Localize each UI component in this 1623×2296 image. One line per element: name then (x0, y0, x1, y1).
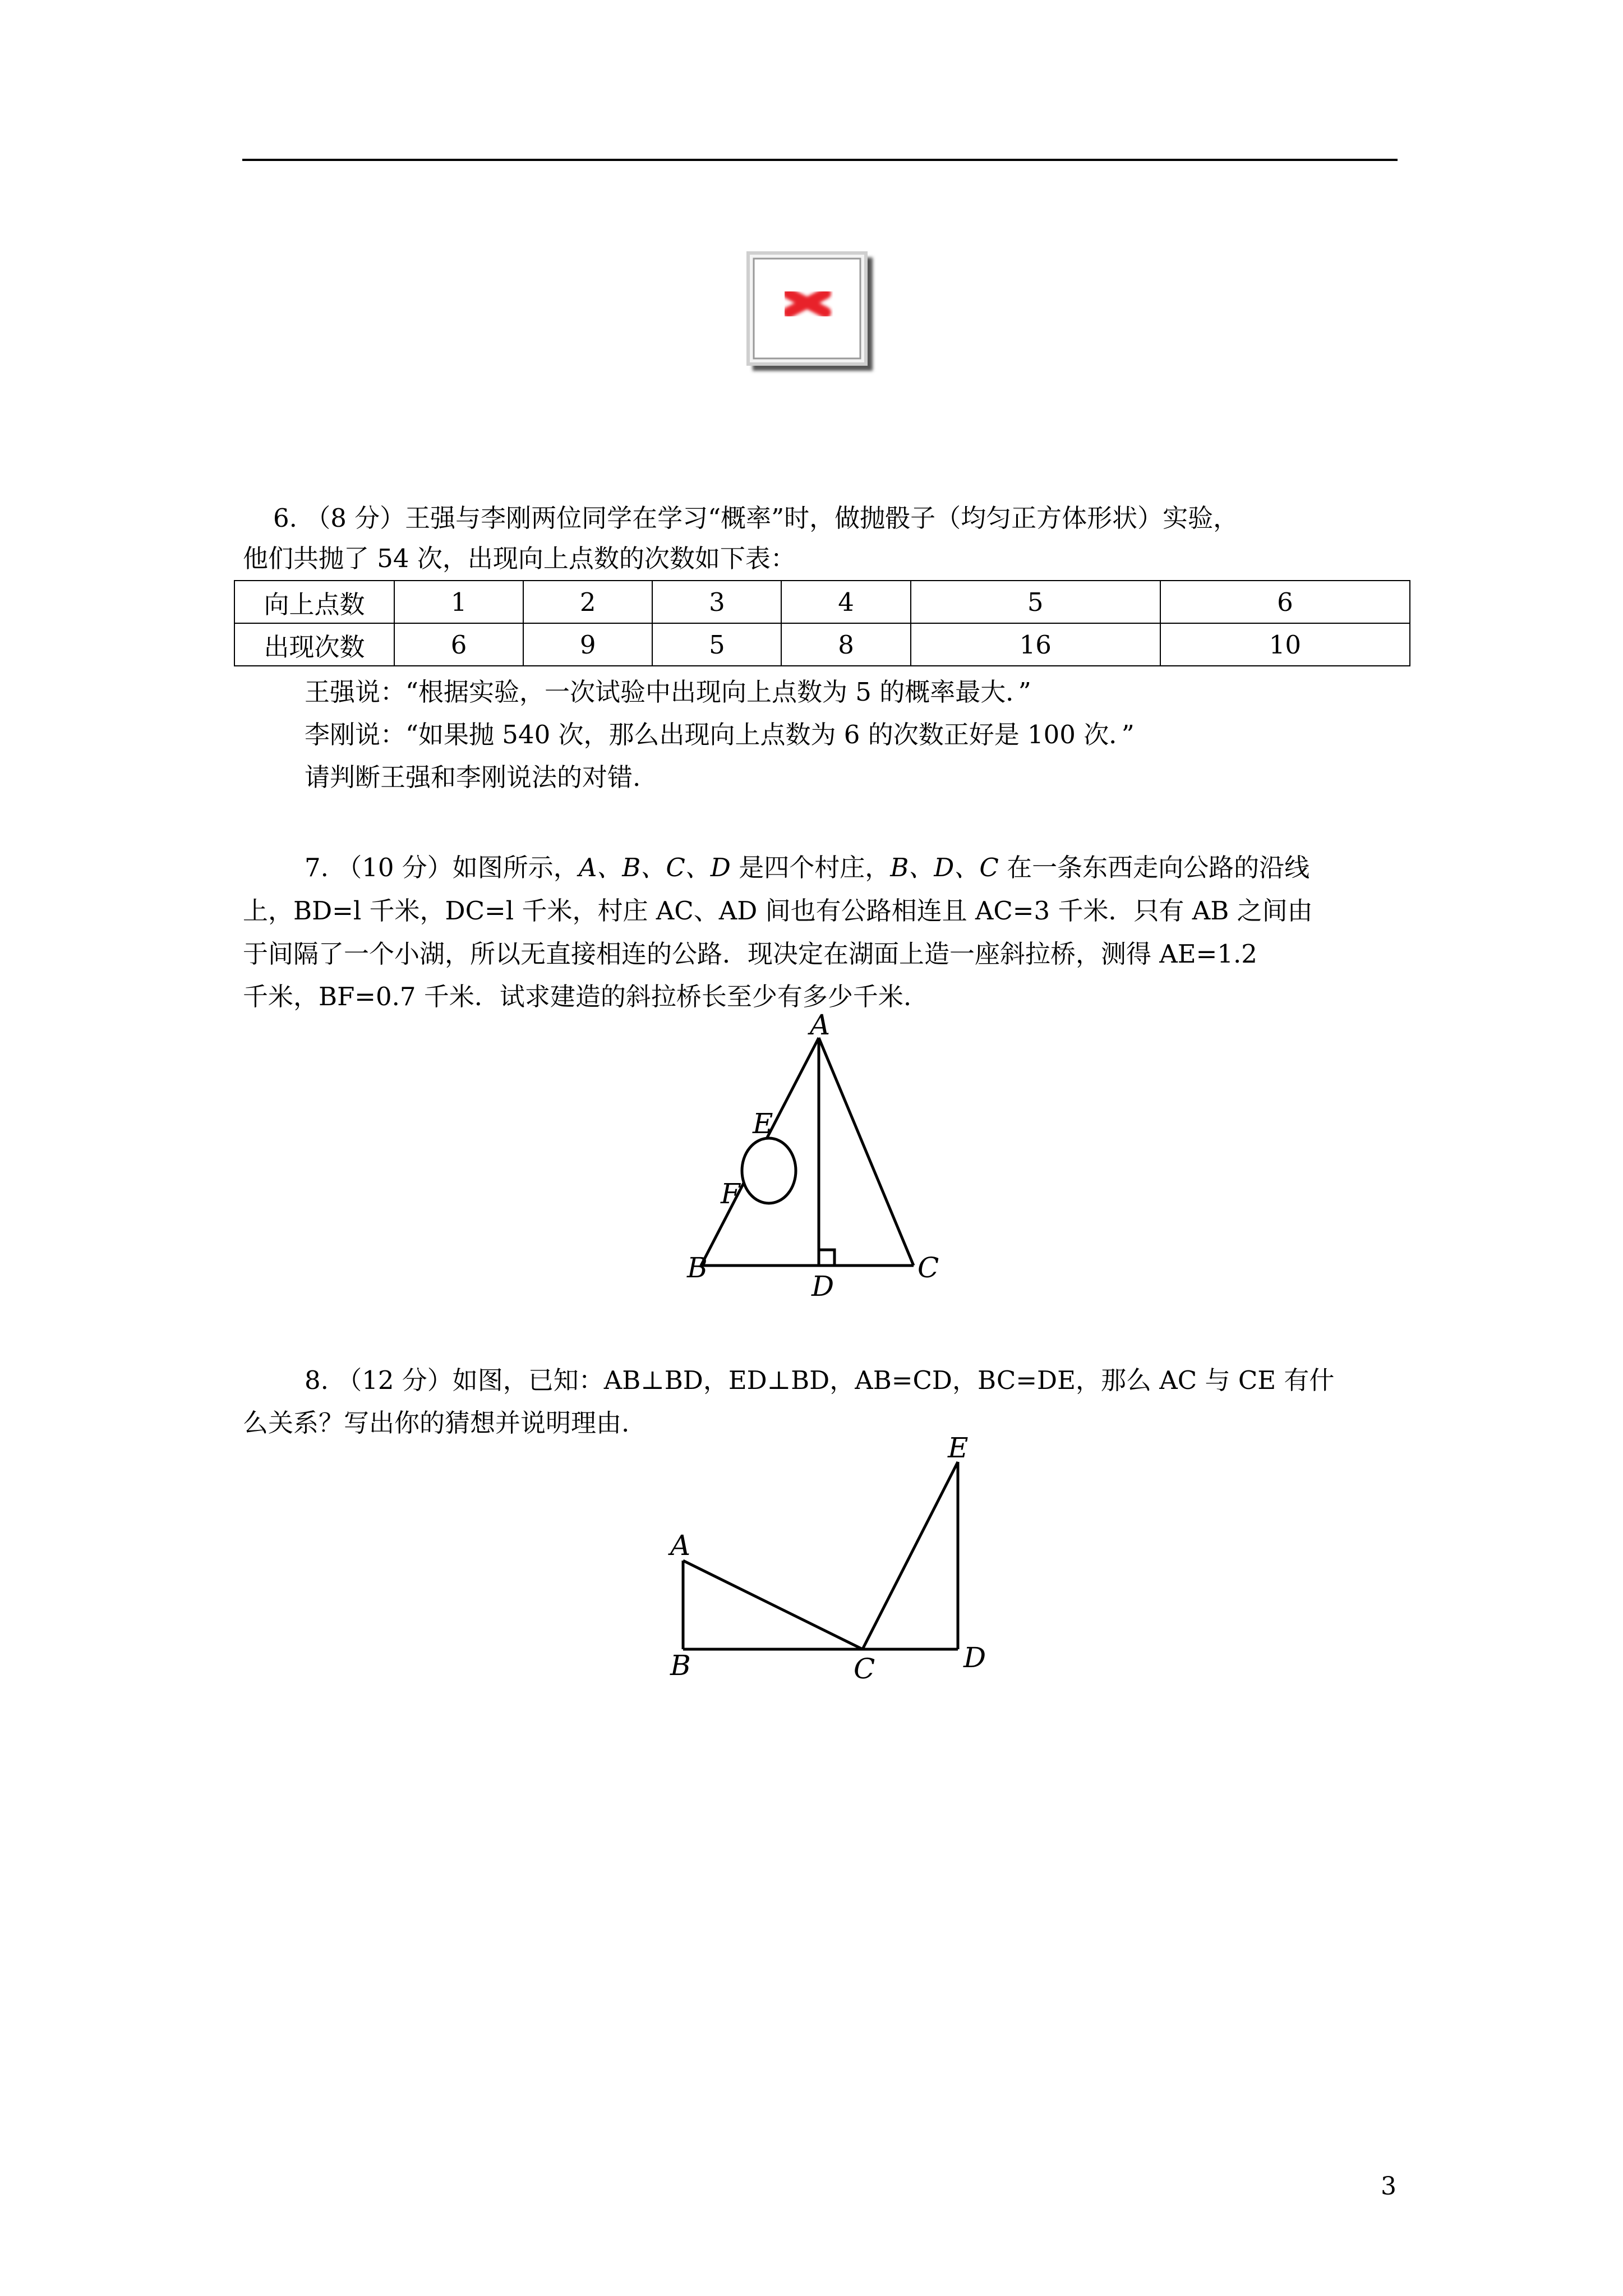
label-b: B (687, 1251, 708, 1284)
q6-wang-statement: 王强说：“根据实验，一次试验中出现向上点数为 5 的概率最大．” (305, 677, 1031, 707)
table-cell: 9 (523, 623, 652, 666)
table-cell: 1 (394, 581, 523, 623)
segment-ce (863, 1462, 958, 1649)
label-f: F (721, 1177, 740, 1210)
q7-line1-b: A、B、C、D (578, 853, 731, 882)
q6-line2: 他们共抛了 54 次，出现向上点数的次数如下表： (243, 544, 796, 573)
label-e: E (948, 1432, 969, 1464)
broken-image-icon (745, 250, 878, 374)
table-row (234, 581, 1410, 623)
table-cell: 2 (523, 581, 652, 623)
label-c: C (854, 1653, 875, 1685)
table-cell: 5 (911, 581, 1160, 623)
table-cell: 16 (911, 623, 1160, 666)
table-cell: 5 (652, 623, 781, 666)
row-header-counts: 出现次数 (234, 623, 394, 666)
dice-results-table (234, 580, 1410, 666)
row-header-points: 向上点数 (234, 581, 394, 623)
table-cell: 10 (1160, 623, 1410, 666)
q7-line1-d: B、D、C (890, 853, 999, 882)
label-e: E (753, 1107, 773, 1140)
lake-ellipse (742, 1138, 796, 1203)
q8-line2: 么关系？写出你的猜想并说明理由. (243, 1408, 630, 1438)
segment-ac (819, 1038, 914, 1266)
table-cell: 8 (781, 623, 910, 666)
table-row (234, 623, 1410, 666)
header-rule (242, 159, 1398, 161)
label-d: D (963, 1641, 986, 1674)
q7-line4: 千米，BF=0.7 千米．试求建造的斜拉桥长至少有多少千米. (243, 982, 912, 1011)
segment-ac (683, 1561, 863, 1649)
q7-line1-c: 是四个村庄， (730, 853, 891, 882)
q7-triangle-figure (687, 1004, 953, 1303)
table-cell: 3 (652, 581, 781, 623)
table-cell: 6 (1160, 581, 1410, 623)
q7-line1-a: 7. （10 分）如图所示， (305, 853, 579, 882)
label-c: C (917, 1251, 939, 1284)
label-a: A (810, 1009, 831, 1041)
q7-line1 (305, 846, 1310, 890)
q8-line1: 8. （12 分）如图，已知：AB⊥BD，ED⊥BD，AB=CD，BC=DE，那么 AC 与 CE 有什 (305, 1365, 1335, 1395)
q6-question: 请判断王强和李刚说法的对错. (305, 762, 641, 792)
q8-figure (656, 1425, 1021, 1688)
q6-line1: 6. （8 分）王强与李刚两位同学在学习“概率”时，做抛骰子（均匀正方体形状）实验， (273, 503, 1239, 533)
label-a: A (670, 1529, 691, 1562)
q7-line2: 上，BD=l 千米，DC=l 千米，村庄 AC、AD 间也有公路相连且 AC=3 千米．只有 AB 之间由 (243, 896, 1313, 926)
label-b: B (670, 1649, 691, 1682)
q7-line3: 于间隔了一个小湖，所以无直接相连的公路．现决定在湖面上造一座斜拉桥，测得 AE=1.2 (243, 939, 1257, 969)
table-cell: 4 (781, 581, 910, 623)
page-number: 3 (1381, 2172, 1396, 2201)
q7-line1-e: 在一条东西走向公路的沿线 (998, 853, 1310, 882)
right-angle-mark (819, 1250, 834, 1266)
table-cell: 6 (394, 623, 523, 666)
q6-li-statement: 李刚说：“如果抛 540 次，那么出现向上点数为 6 的次数正好是 100 次．” (305, 720, 1135, 749)
label-d: D (811, 1270, 834, 1303)
